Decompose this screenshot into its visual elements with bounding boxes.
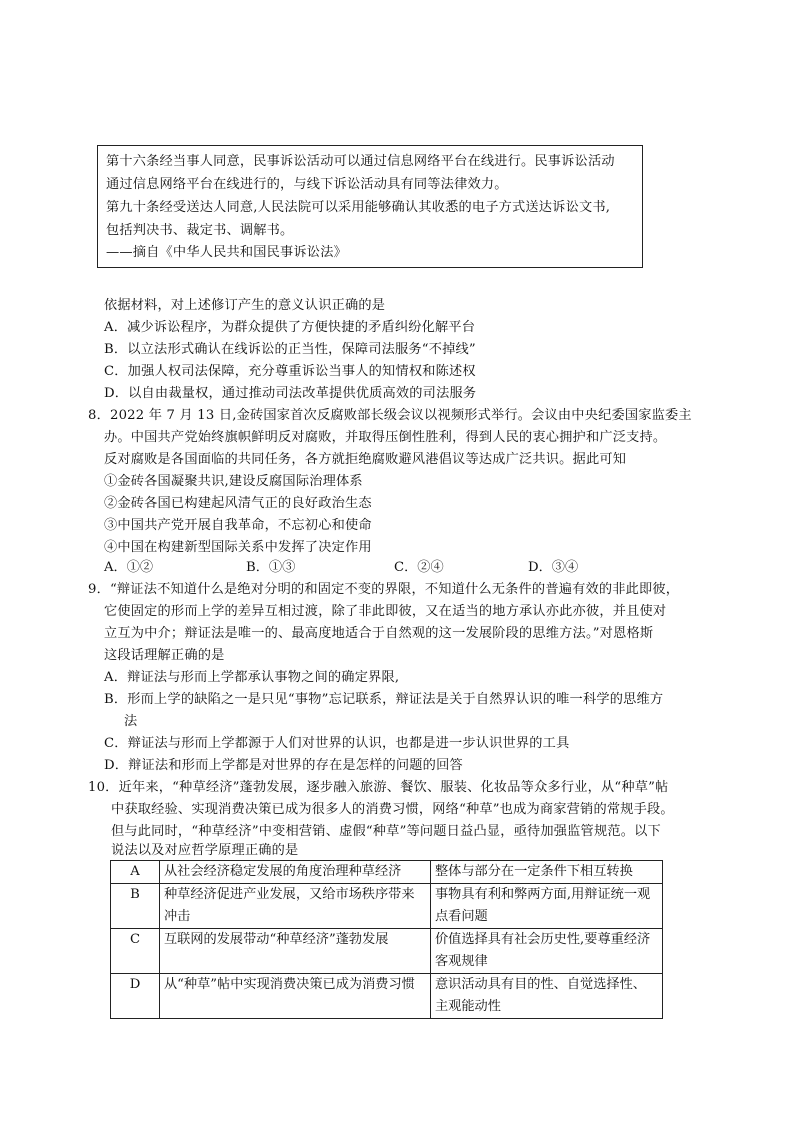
question-7-option-b: B．以立法形式确认在线诉讼的正当性，保障司法服务“不掉线” bbox=[104, 342, 476, 357]
question-9-stem-line: 9．“辩证法不知道什么是绝对分明的和固定不变的界限，不知道什么无条件的普遍有效的非此即彼， bbox=[88, 582, 680, 597]
table-row bbox=[111, 974, 663, 1019]
question-8-item: ①金砖各国凝聚共识,建设反腐国际治理体系 bbox=[104, 474, 363, 489]
excerpt-line: 第九十条经受送达人同意,人民法院可以采用能够确认其收悉的电子方式送达诉讼文书, bbox=[106, 200, 611, 215]
question-10-stem-line: 中获取经验、实现消费决策已成为很多人的消费习惯，网络“种草”也成为商家营销的常规手段。 bbox=[111, 802, 674, 817]
table-cell-principle: 事物具有利和弊两方面,用辩证统一观点看问题 bbox=[431, 884, 663, 929]
question-10-table bbox=[110, 860, 663, 1019]
table-cell-principle: 整体与部分在一定条件下相互转换 bbox=[431, 861, 663, 884]
table-row bbox=[111, 929, 663, 974]
question-7-option-a: A．减少诉讼程序，为群众提供了方便快捷的矛盾纠纷化解平台 bbox=[104, 320, 476, 335]
excerpt-source: ——摘自《中华人民共和国民事诉讼法》 bbox=[106, 245, 347, 260]
question-8-item: ②金砖各国已构建起风清气正的良好政治生态 bbox=[104, 496, 372, 511]
question-8-choice-a: A．①② bbox=[104, 560, 154, 575]
question-7-option-c: C．加强人权司法保障，充分尊重诉讼当事人的知情权和陈述权 bbox=[104, 364, 476, 379]
table-cell-principle: 意识活动具有目的性、自觉选择性、主观能动性 bbox=[431, 974, 663, 1019]
question-8-stem-line: 8．2022 年 7 月 13 日,金砖国家首次反腐败部长级会议以视频形式举行。会议由中央纪委国家监委主 bbox=[88, 408, 692, 423]
excerpt-line: 包括判决书、裁定书、调解书。 bbox=[106, 223, 294, 238]
question-9-option-c: C．辩证法与形而上学都源于人们对世界的认识，也都是进一步认识世界的工具 bbox=[104, 736, 570, 751]
table-cell-letter: B bbox=[111, 884, 160, 929]
question-10-stem-line: 10．近年来，“种草经济”蓬勃发展，逐步融入旅游、餐饮、服装、化妆品等众多行业，从“种草”帖 bbox=[88, 780, 669, 795]
question-9-option-d: D．辩证法和形而上学都是对世界的存在是怎样的问题的回答 bbox=[104, 758, 463, 773]
excerpt-line: 通过信息网络平台在线进行的，与线下诉讼活动具有同等法律效力。 bbox=[106, 177, 508, 192]
table-row bbox=[111, 861, 663, 884]
question-8-choice-c: C．②④ bbox=[394, 560, 444, 575]
table-cell-letter: D bbox=[111, 974, 160, 1019]
table-cell-statement: 从社会经济稳定发展的角度治理种草经济 bbox=[160, 861, 431, 884]
table-cell-statement: 种草经济促进产业发展，又给市场秩序带来冲击 bbox=[160, 884, 431, 929]
question-7-option-d: D．以自由裁量权，通过推动司法改革提供优质高效的司法服务 bbox=[104, 386, 477, 401]
table-cell-principle: 价值选择具有社会历史性,要尊重经济客观规律 bbox=[431, 929, 663, 974]
table-cell-letter: A bbox=[111, 861, 160, 884]
question-7-stem: 依据材料，对上述修订产生的意义认识正确的是 bbox=[104, 298, 386, 313]
question-8-item: ③中国共产党开展自我革命，不忘初心和使命 bbox=[104, 518, 372, 533]
question-10-stem-line: 但与此同时，“种草经济”中变相营销、虚假“种草”等问题日益凸显，亟待加强监管规范。以下 bbox=[111, 824, 661, 839]
question-8-stem-line: 办。中国共产党始终旗帜鲜明反对腐败，并取得压倒性胜利，得到人民的衷心拥护和广泛支持。 bbox=[104, 430, 667, 445]
question-9-option-b: B．形而上学的缺陷之一是只见“事物”忘记联系，辩证法是关于自然界认识的唯一科学的思维方 bbox=[104, 692, 664, 707]
question-8-choices bbox=[104, 558, 604, 580]
question-9-stem-line: 它使固定的形而上学的差异互相过渡，除了非此即彼，又在适当的地方承认亦此亦彼，并且使对 bbox=[104, 604, 667, 619]
table-cell-letter: C bbox=[111, 929, 160, 974]
question-8-stem-line: 反对腐败是各国面临的共同任务，各方就拒绝腐败避风港倡议等达成广泛共识。据此可知 bbox=[104, 452, 627, 467]
table-cell-statement: 从“种草”帖中实现消费决策已成为消费习惯 bbox=[160, 974, 431, 1019]
question-9-option-b-cont: 法 bbox=[124, 714, 138, 729]
question-8-choice-d: D．③④ bbox=[528, 560, 579, 575]
question-9-stem-line: 这段话理解正确的是 bbox=[104, 648, 225, 663]
table-row bbox=[111, 884, 663, 929]
question-9-option-a: A．辩证法与形而上学都承认事物之间的确定界限, bbox=[104, 670, 400, 685]
question-10-stem-line: 说法以及对应哲学原理正确的是 bbox=[111, 843, 299, 858]
question-8-choice-b: B．①③ bbox=[246, 560, 296, 575]
law-excerpt-box bbox=[97, 145, 643, 268]
excerpt-line: 第十六条经当事人同意，民事诉讼活动可以通过信息网络平台在线进行。民事诉讼活动 bbox=[106, 154, 615, 169]
question-8-item: ④中国在构建新型国际关系中发挥了决定作用 bbox=[104, 540, 372, 555]
table-cell-statement: 互联网的发展带动“种草经济”蓬勃发展 bbox=[160, 929, 431, 974]
question-9-stem-line: 立互为中介；辩证法是唯一的、最高度地适合于自然观的这一发展阶段的思维方法。”对恩格斯 bbox=[104, 626, 654, 641]
